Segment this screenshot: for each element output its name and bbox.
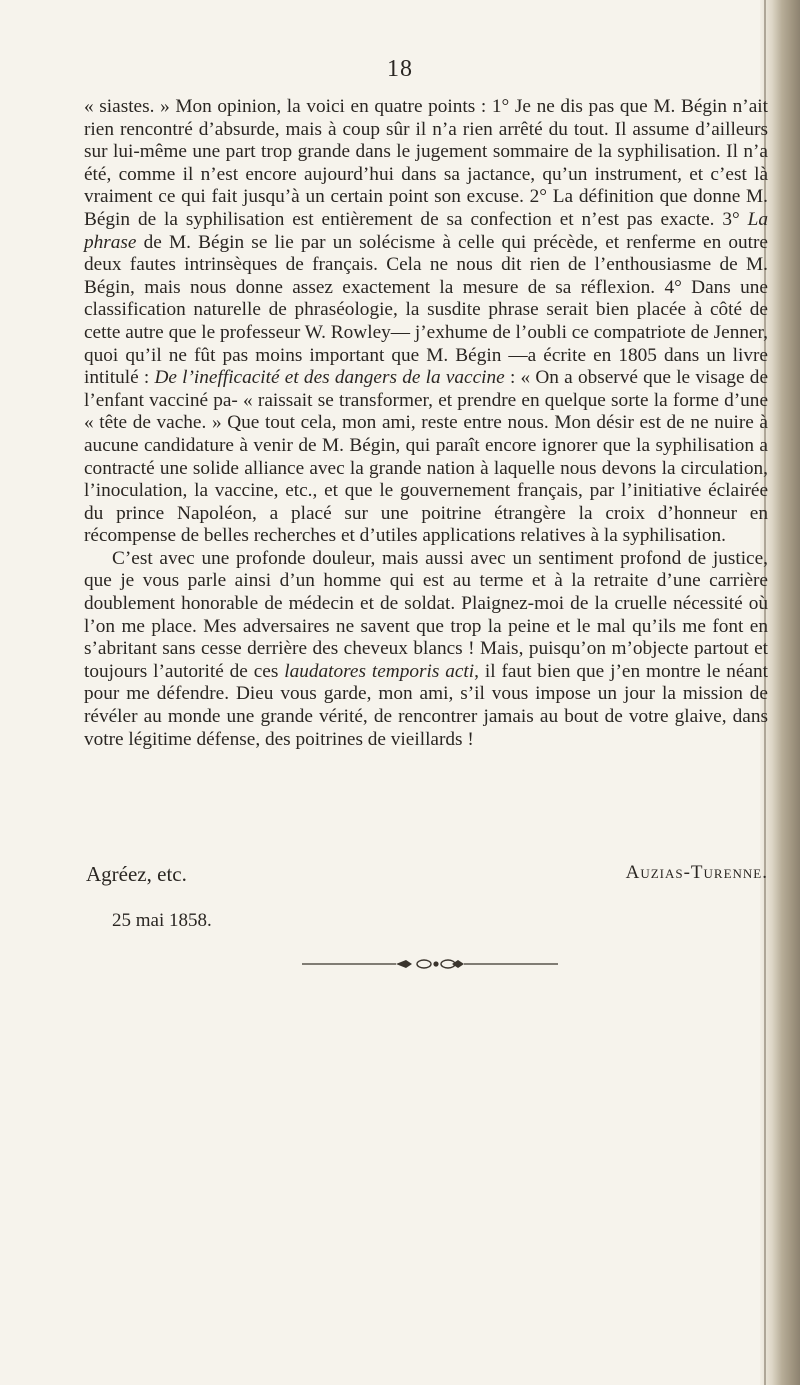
italic-phrase: La phrase [84,208,768,253]
paragraph-2-segment: , il faut bien que j’en montre le néant pour me défendre. Dieu vous garde, mon ami, s’il vous impose un jour la mission de révéler au monde une grande vérité, de rencontrer jamais au bout de votre glaive, dans votre légitime défense, des poitrines de vieillards ! [84,660,769,750]
italic-book-title: De l’inefficacité et des dangers de la vaccine [154,367,505,389]
paragraph-1-segment: de M. Bégin se lie par un solécisme à celle qui précède, et renferme en outre deux fautes intrinsèques de français. Cela ne nous dit rien de l’enthousiasme de M. Bégin, mais nous donne assez exactement la mesure de sa réflexion. 4° Dans une classification naturelle de phraséologie, la susdite phrase serait bien placée à côté de cette autre que le professeur W. Rowley— j’exhume de l’oubli ce compatriote de Jenner, quoi qu’il ne fût pas moins important que M. Bégin —a écrite en 1805 dans un livre intitulé : [84,231,769,389]
paragraph-1-segment: « siastes. » Mon opinion, la voici en quatre points : 1° Je ne dis pas que M. Bégin n’ait rien rencontré d’absurde, mais à coup sûr il n’a rien arrêté du tout. Il assume d’ailleurs sur lui-même une part trop grande dans le jugement sommaire de la syphilisation. Il n’a été, comme il n’est encore aujourd’hui dans sa jactance, qu’un instrument, et c’est là vraiment ce qui fait jusqu’à un certain point son excuse. 2° La définition que donne M. Bégin de la syphilisation est entièrement de sa confection et n’est pas exacte. 3° [84,96,768,230]
letter-date: 25 mai 1858. [112,910,212,931]
paragraph-2-segment: C’est avec une profonde douleur, mais aussi avec un sentiment profond de justice, que je vous parle ainsi d’un homme qui est au terme et à la retraite d’une carrière doublement honorable de médecin et de soldat. Plaignez-moi de la cruelle nécessité où l’on me place. Mes adversaires ne savent que trop la peine et le mal qu’ils me font en s’abritant sans cesse derrière des cheveux blancs ! Mais, puisqu’on m’objecte partout et toujours l’autorité de ces [84,547,768,682]
salutation: Agréez, etc. [86,862,187,886]
decorative-rule-ornament [300,957,560,971]
italic-latin-phrase: laudatores temporis acti [284,660,475,682]
paragraph-1-segment: : « On a observé que le visage de l’enfant vacciné pa- « raissait se transformer, et prendre en quelque sorte la forme d’une « tête de vache. » Que tout cela, mon ami, reste entre nous. Mon désir est de ne nuire à aucune candidature à venir de M. Bégin, qui paraît encore ignorer que la syphilisation a contracté une solide alliance avec la grande nation à laquelle nous devons la circulation, l’inoculation, la vaccine, etc., et que le gouvernement français, par l’initiative éclairée du prince Napoléon, a placé sur une poitrine étrangère la croix d’honneur en récompense de belles recherches et d’utiles applications relatives à la syphilisation. [84,367,769,547]
body-text [84,96,768,751]
paragraph-1 [84,96,768,548]
page-number: 18 [387,56,413,82]
author-signature: Auzias-Turenne. [625,862,768,883]
paragraph-2 [84,548,768,751]
